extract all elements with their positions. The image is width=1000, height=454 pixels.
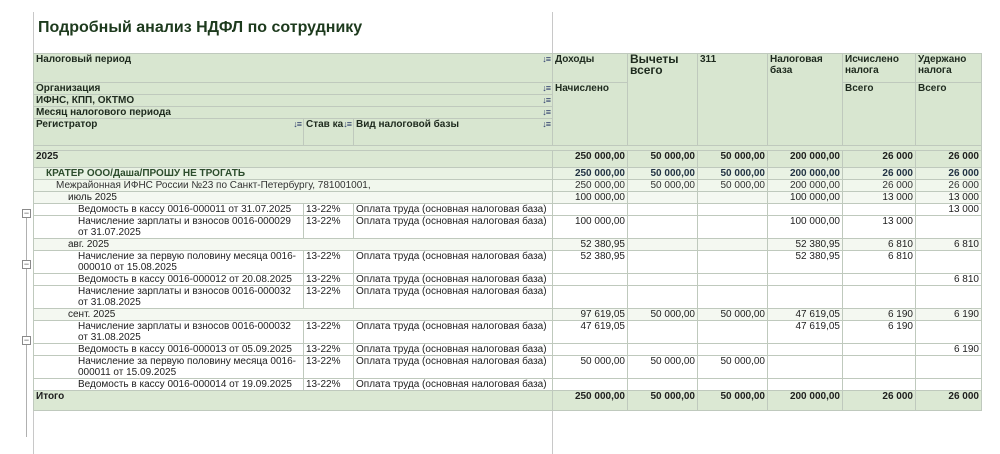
ifns-row-withheld: 26 000 bbox=[916, 180, 982, 192]
rate-cell: 13-22% bbox=[304, 344, 354, 356]
ndfl-report-table bbox=[33, 53, 982, 411]
registrar-cell: Начисление за первую половину месяца 0016-000010 от 15.08.2025 bbox=[34, 251, 304, 274]
income-cell: 52 380,95 bbox=[553, 251, 628, 274]
calc-cell bbox=[843, 356, 916, 379]
total-row-deductions: 50 000,00 bbox=[628, 391, 698, 411]
registrar-cell: Ведомость в кассу 0016-000011 от 31.07.2025 bbox=[34, 204, 304, 216]
withheld-cell bbox=[916, 356, 982, 379]
month-row[interactable] bbox=[34, 192, 982, 204]
tree-line bbox=[26, 217, 27, 437]
month-row-income: 52 380,95 bbox=[553, 239, 628, 251]
rate-cell: 13-22% bbox=[304, 274, 354, 286]
base-cell bbox=[768, 379, 843, 391]
header-rate[interactable]: ↓≡ Став ка bbox=[304, 119, 354, 146]
month-row-withheld: 13 000 bbox=[916, 192, 982, 204]
deductions-cell bbox=[628, 251, 698, 274]
c311-cell bbox=[698, 251, 768, 274]
ifns-row[interactable] bbox=[34, 180, 982, 192]
withheld-cell: 6 190 bbox=[916, 344, 982, 356]
calc-cell: 6 810 bbox=[843, 251, 916, 274]
year-group-row-income: 250 000,00 bbox=[553, 151, 628, 168]
header-calculated[interactable]: Исчислено налога bbox=[843, 54, 916, 83]
year-group-row-calc: 26 000 bbox=[843, 151, 916, 168]
total-row-income: 250 000,00 bbox=[553, 391, 628, 411]
rate-cell: 13-22% bbox=[304, 321, 354, 344]
document-row[interactable] bbox=[34, 251, 982, 274]
registrar-cell: Ведомость в кассу 0016-000013 от 05.09.2025 bbox=[34, 344, 304, 356]
income-cell bbox=[553, 204, 628, 216]
rate-cell: 13-22% bbox=[304, 251, 354, 274]
sort-icon[interactable]: ↓≡ bbox=[542, 119, 550, 129]
document-row[interactable] bbox=[34, 286, 982, 309]
document-row[interactable] bbox=[34, 204, 982, 216]
withheld-cell bbox=[916, 379, 982, 391]
deductions-cell bbox=[628, 204, 698, 216]
income-cell bbox=[553, 379, 628, 391]
income-cell bbox=[553, 344, 628, 356]
document-row[interactable] bbox=[34, 344, 982, 356]
withheld-cell bbox=[916, 321, 982, 344]
month-row-c311 bbox=[698, 192, 768, 204]
calc-cell: 6 190 bbox=[843, 321, 916, 344]
c311-cell bbox=[698, 379, 768, 391]
header-withheld[interactable]: Удержано налога bbox=[916, 54, 982, 83]
base-cell bbox=[768, 356, 843, 379]
ifns-row-base: 200 000,00 bbox=[768, 180, 843, 192]
year-group-row[interactable] bbox=[34, 151, 982, 168]
month-row-label: сент. 2025 bbox=[34, 309, 553, 321]
month-row-label: авг. 2025 bbox=[34, 239, 553, 251]
report-title: Подробный анализ НДФЛ по сотруднику bbox=[38, 19, 363, 36]
registrar-cell: Начисление зарплаты и взносов 0016-000032 от 31.08.2025 bbox=[34, 321, 304, 344]
header-calculated-total[interactable]: Всего bbox=[843, 83, 916, 146]
total-row-base: 200 000,00 bbox=[768, 391, 843, 411]
ifns-row-calc: 26 000 bbox=[843, 180, 916, 192]
ifns-row-label: Межрайонная ИФНС России №23 по Санкт-Петербургу, 781001001, bbox=[34, 180, 553, 192]
rate-cell: 13-22% bbox=[304, 379, 354, 391]
base-cell: 52 380,95 bbox=[768, 251, 843, 274]
deductions-cell bbox=[628, 274, 698, 286]
c311-cell: 50 000,00 bbox=[698, 356, 768, 379]
base-cell: 100 000,00 bbox=[768, 216, 843, 239]
month-row[interactable] bbox=[34, 309, 982, 321]
base-type-cell: Оплата труда (основная налоговая база) bbox=[354, 274, 553, 286]
registrar-cell: Ведомость в кассу 0016-000014 от 19.09.2025 bbox=[34, 379, 304, 391]
collapse-september-icon[interactable]: − bbox=[23, 335, 30, 345]
base-type-cell: Оплата труда (основная налоговая база) bbox=[354, 286, 553, 309]
base-type-cell: Оплата труда (основная налоговая база) bbox=[354, 344, 553, 356]
organization-row-income: 250 000,00 bbox=[553, 168, 628, 180]
header-deductions[interactable]: Вычеты всего bbox=[628, 54, 698, 146]
year-group-row-withheld: 26 000 bbox=[916, 151, 982, 168]
base-cell: 47 619,05 bbox=[768, 321, 843, 344]
total-row[interactable] bbox=[34, 391, 982, 411]
sort-icon[interactable]: ↓≡ bbox=[293, 119, 301, 129]
month-row-c311 bbox=[698, 239, 768, 251]
deductions-cell: 50 000,00 bbox=[628, 356, 698, 379]
rate-cell: 13-22% bbox=[304, 286, 354, 309]
withheld-cell bbox=[916, 216, 982, 239]
year-group-row-deductions: 50 000,00 bbox=[628, 151, 698, 168]
c311-cell bbox=[698, 204, 768, 216]
sort-icon[interactable]: ↓≡ bbox=[542, 54, 550, 64]
rate-cell: 13-22% bbox=[304, 356, 354, 379]
document-row[interactable] bbox=[34, 274, 982, 286]
month-row-income: 97 619,05 bbox=[553, 309, 628, 321]
base-type-cell: Оплата труда (основная налоговая база) bbox=[354, 379, 553, 391]
year-group-row-c311: 50 000,00 bbox=[698, 151, 768, 168]
header-ifns[interactable]: ↓≡ ИФНС, КПП, ОКТМО bbox=[34, 95, 553, 107]
month-row-base: 100 000,00 bbox=[768, 192, 843, 204]
month-row-income: 100 000,00 bbox=[553, 192, 628, 204]
base-cell bbox=[768, 274, 843, 286]
organization-row-c311: 50 000,00 bbox=[698, 168, 768, 180]
withheld-cell: 6 810 bbox=[916, 274, 982, 286]
base-type-cell: Оплата труда (основная налоговая база) bbox=[354, 251, 553, 274]
ifns-row-deductions: 50 000,00 bbox=[628, 180, 698, 192]
rate-cell: 13-22% bbox=[304, 204, 354, 216]
header-base-type[interactable]: ↓≡ Вид налоговой базы bbox=[354, 119, 553, 146]
organization-row[interactable] bbox=[34, 168, 982, 180]
income-cell bbox=[553, 286, 628, 309]
calc-cell bbox=[843, 204, 916, 216]
month-row[interactable] bbox=[34, 239, 982, 251]
registrar-cell: Начисление за первую половину месяца 0016-000011 от 15.09.2025 bbox=[34, 356, 304, 379]
organization-row-label: КРАТЕР ООО/Даша/ПРОШУ НЕ ТРОГАТЬ bbox=[34, 168, 553, 180]
deductions-cell bbox=[628, 344, 698, 356]
withheld-cell: 13 000 bbox=[916, 204, 982, 216]
month-row-calc: 6 190 bbox=[843, 309, 916, 321]
sort-icon[interactable]: ↓≡ bbox=[542, 107, 550, 117]
income-cell bbox=[553, 274, 628, 286]
header-income[interactable]: Доходы bbox=[553, 54, 628, 83]
month-row-label: июль 2025 bbox=[34, 192, 553, 204]
sort-icon[interactable]: ↓≡ bbox=[343, 119, 351, 129]
month-row-calc: 13 000 bbox=[843, 192, 916, 204]
calc-cell bbox=[843, 379, 916, 391]
income-cell: 47 619,05 bbox=[553, 321, 628, 344]
organization-row-withheld: 26 000 bbox=[916, 168, 982, 180]
collapse-july-icon[interactable]: − bbox=[23, 208, 30, 218]
ifns-row-c311: 50 000,00 bbox=[698, 180, 768, 192]
registrar-cell: Начисление зарплаты и взносов 0016-000032 от 31.08.2025 bbox=[34, 286, 304, 309]
month-row-base: 47 619,05 bbox=[768, 309, 843, 321]
c311-cell bbox=[698, 344, 768, 356]
deductions-cell bbox=[628, 321, 698, 344]
collapse-august-icon[interactable]: − bbox=[23, 259, 30, 269]
registrar-cell: Начисление зарплаты и взносов 0016-000029 от 31.07.2025 bbox=[34, 216, 304, 239]
month-row-withheld: 6 810 bbox=[916, 239, 982, 251]
year-group-row-label: 2025 bbox=[34, 151, 553, 168]
year-group-row-base: 200 000,00 bbox=[768, 151, 843, 168]
c311-cell bbox=[698, 274, 768, 286]
c311-cell bbox=[698, 286, 768, 309]
total-row-c311: 50 000,00 bbox=[698, 391, 768, 411]
total-row-label: Итого bbox=[34, 391, 553, 411]
registrar-cell: Ведомость в кассу 0016-000012 от 20.08.2025 bbox=[34, 274, 304, 286]
sort-icon[interactable]: ↓≡ bbox=[542, 95, 550, 105]
income-cell: 100 000,00 bbox=[553, 216, 628, 239]
deductions-cell bbox=[628, 379, 698, 391]
deductions-cell bbox=[628, 286, 698, 309]
base-cell bbox=[768, 204, 843, 216]
document-row[interactable] bbox=[34, 321, 982, 344]
organization-row-base: 200 000,00 bbox=[768, 168, 843, 180]
c311-cell bbox=[698, 216, 768, 239]
ifns-row-income: 250 000,00 bbox=[553, 180, 628, 192]
withheld-cell bbox=[916, 251, 982, 274]
month-row-calc: 6 810 bbox=[843, 239, 916, 251]
header-tax-base[interactable]: Налоговая база bbox=[768, 54, 843, 146]
document-row[interactable] bbox=[34, 379, 982, 391]
header-withheld-total[interactable]: Всего bbox=[916, 83, 982, 146]
month-row-deductions bbox=[628, 192, 698, 204]
organization-row-deductions: 50 000,00 bbox=[628, 168, 698, 180]
header-registrar[interactable]: ↓≡ Регистратор bbox=[34, 119, 304, 146]
calc-cell bbox=[843, 274, 916, 286]
header-311[interactable]: 311 bbox=[698, 54, 768, 146]
deductions-cell bbox=[628, 216, 698, 239]
month-row-deductions: 50 000,00 bbox=[628, 309, 698, 321]
document-row[interactable] bbox=[34, 216, 982, 239]
rate-cell: 13-22% bbox=[304, 216, 354, 239]
organization-row-calc: 26 000 bbox=[843, 168, 916, 180]
calc-cell bbox=[843, 286, 916, 309]
base-cell bbox=[768, 286, 843, 309]
c311-cell bbox=[698, 321, 768, 344]
month-row-deductions bbox=[628, 239, 698, 251]
sort-icon[interactable]: ↓≡ bbox=[542, 83, 550, 93]
base-type-cell: Оплата труда (основная налоговая база) bbox=[354, 321, 553, 344]
withheld-cell bbox=[916, 286, 982, 309]
header-month[interactable]: ↓≡ Месяц налогового периода bbox=[34, 107, 553, 119]
total-row-withheld: 26 000 bbox=[916, 391, 982, 411]
base-type-cell: Оплата труда (основная налоговая база) bbox=[354, 216, 553, 239]
base-type-cell: Оплата труда (основная налоговая база) bbox=[354, 356, 553, 379]
calc-cell: 13 000 bbox=[843, 216, 916, 239]
income-cell: 50 000,00 bbox=[553, 356, 628, 379]
document-row[interactable] bbox=[34, 356, 982, 379]
total-row-calc: 26 000 bbox=[843, 391, 916, 411]
header-income-accrued[interactable]: Начислено bbox=[553, 83, 628, 146]
month-row-base: 52 380,95 bbox=[768, 239, 843, 251]
month-row-c311: 50 000,00 bbox=[698, 309, 768, 321]
month-row-withheld: 6 190 bbox=[916, 309, 982, 321]
calc-cell bbox=[843, 344, 916, 356]
base-type-cell: Оплата труда (основная налоговая база) bbox=[354, 204, 553, 216]
base-cell bbox=[768, 344, 843, 356]
header-organization[interactable]: ↓≡ Организация bbox=[34, 83, 553, 95]
header-tax-period[interactable]: ↓≡ Налоговый период bbox=[34, 54, 553, 83]
